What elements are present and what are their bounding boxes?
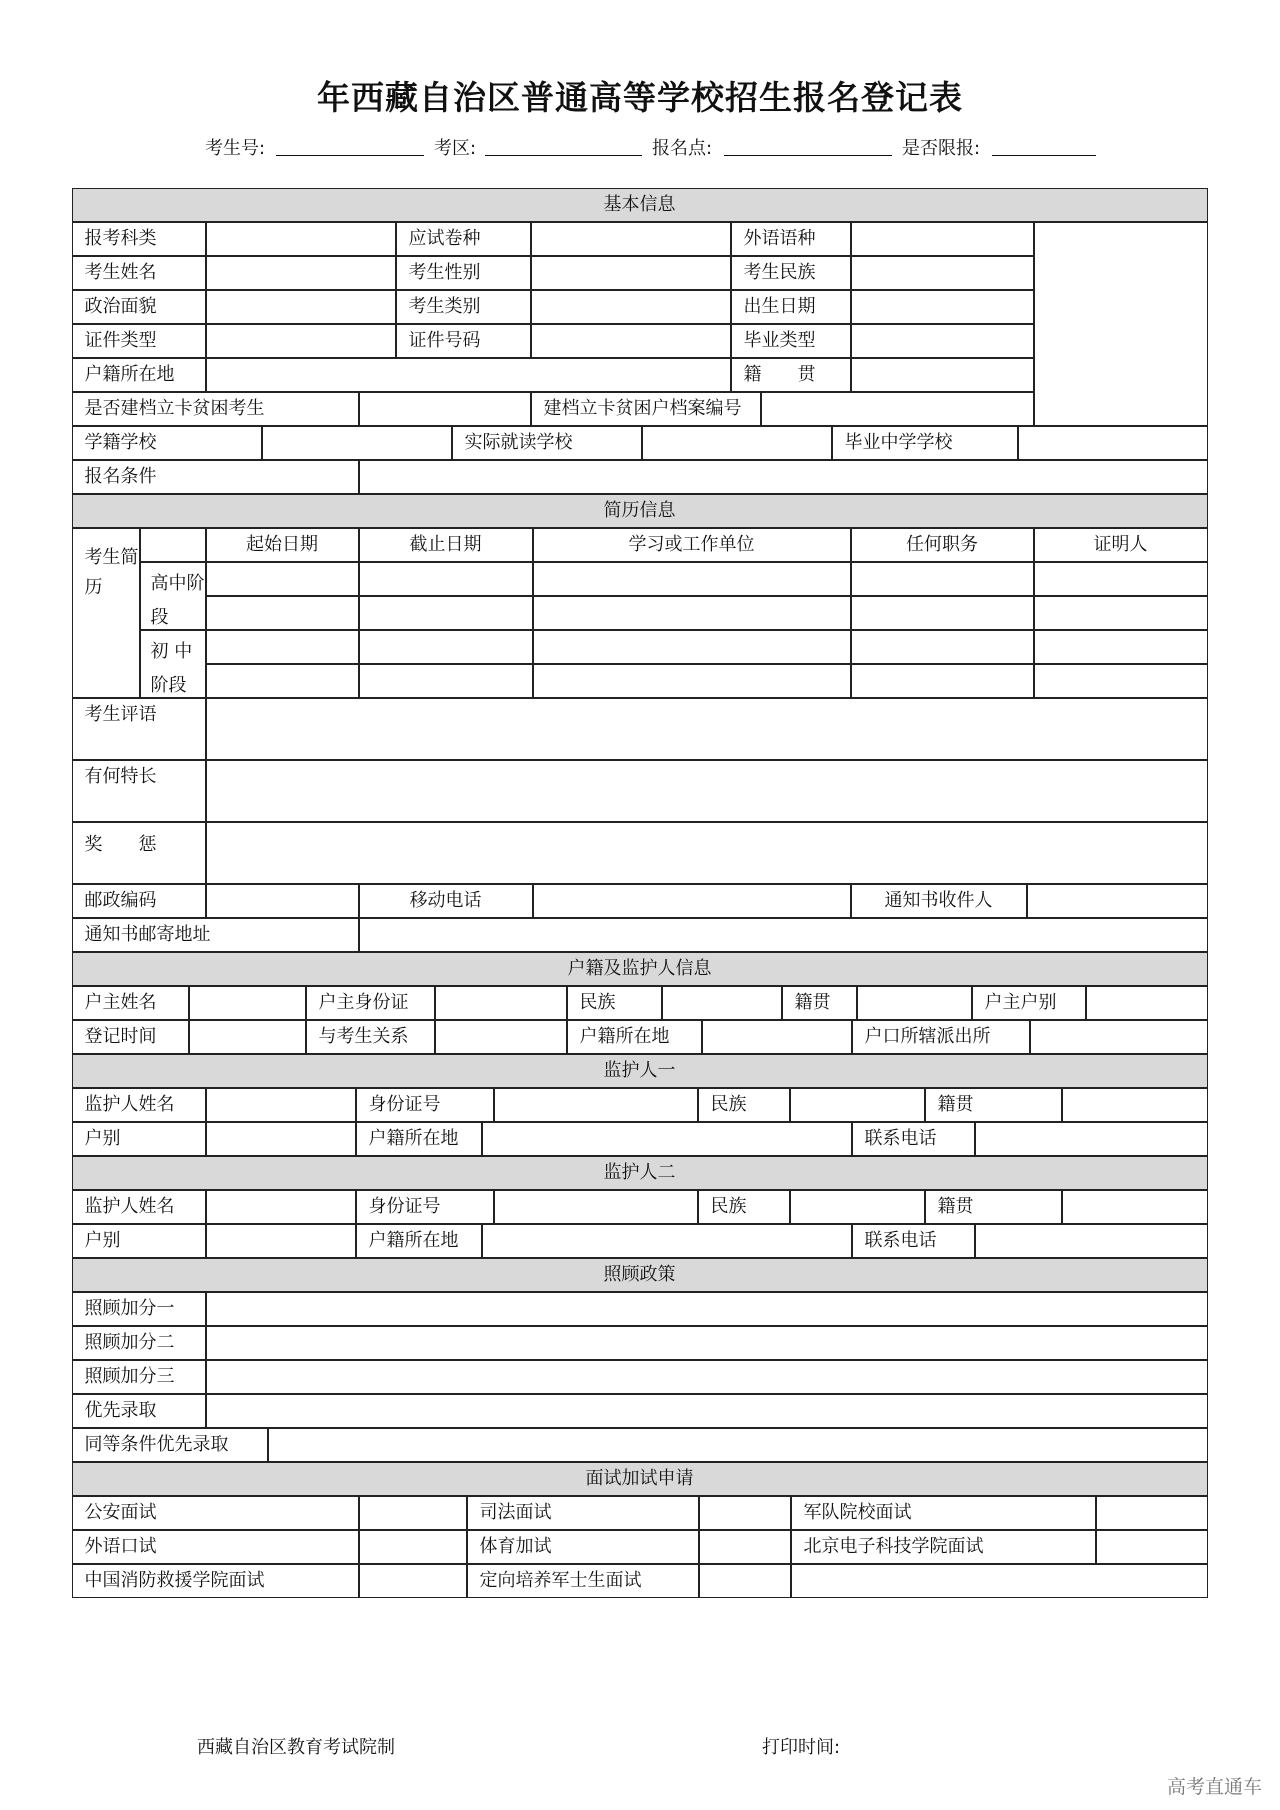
police-label: 户口所辖派出所 [852,1020,1030,1054]
g1-ethnicity-field[interactable] [790,1088,925,1122]
bonus3-field[interactable] [206,1360,1208,1394]
resume-corner [140,528,206,562]
relation-label: 与考生关系 [306,1020,435,1054]
bonus2-field[interactable] [206,1326,1208,1360]
gender-label: 考生性别 [396,256,531,290]
school-actual-label: 实际就读学校 [452,426,642,460]
bonus2-label: 照顾加分二 [72,1326,206,1360]
g2-id-field[interactable] [494,1190,698,1224]
g1-hukou-label: 户籍所在地 [356,1122,482,1156]
postcode-label: 邮政编码 [72,884,206,918]
evaluation-label: 考生评语 [72,698,206,760]
address-field[interactable] [359,918,1208,952]
resume-cell[interactable] [206,596,359,630]
section-basic-header: 基本信息 [72,188,1208,222]
police-field[interactable] [1030,1020,1208,1054]
col-position: 任何职务 [851,528,1034,562]
resume-cell[interactable] [206,630,359,664]
head-id-label: 户主身份证 [306,986,435,1020]
section-household-header: 户籍及监护人信息 [72,952,1208,986]
military-interview-field[interactable] [1096,1496,1208,1530]
relation-field[interactable] [435,1020,567,1054]
equal-priority-field[interactable] [268,1428,1208,1462]
school-grad-label: 毕业中学学校 [832,426,1018,460]
g1-phone-field[interactable] [975,1122,1208,1156]
poverty-field[interactable] [359,392,531,426]
limited-line[interactable] [992,155,1096,156]
registration-form [72,188,1208,1593]
recipient-label: 通知书收件人 [851,884,1027,918]
exam-area-line[interactable] [485,155,642,156]
head-name-field[interactable] [189,986,306,1020]
section-guardian1-header: 监护人一 [72,1054,1208,1088]
category-label: 考生类别 [396,290,531,324]
head-type-label: 户主户别 [972,986,1086,1020]
resume-cell[interactable] [1034,664,1208,698]
sports-exam-label: 体育加试 [467,1530,699,1564]
name-label: 考生姓名 [72,256,206,290]
g2-hukou-label: 户籍所在地 [356,1224,482,1258]
resume-label: 考生简历 [72,528,140,698]
exam-area-label: 考区: [434,138,477,159]
reg-point-label: 报名点: [652,138,713,159]
section-guardian2-header: 监护人二 [72,1156,1208,1190]
g2-native-field[interactable] [1062,1190,1208,1224]
g1-name-field[interactable] [206,1088,356,1122]
resume-cell[interactable] [851,596,1034,630]
bonus1-field[interactable] [206,1292,1208,1326]
resume-cell[interactable] [1034,630,1208,664]
resume-cell[interactable] [206,562,359,596]
g1-ethnicity-label: 民族 [698,1088,790,1122]
resume-cell[interactable] [533,630,851,664]
hh-native-label: 籍贯 [782,986,857,1020]
g2-ethnicity-label: 民族 [698,1190,790,1224]
name-field[interactable] [206,256,396,290]
beijing-interview-label: 北京电子科技学院面试 [791,1530,1096,1564]
politics-label: 政治面貌 [72,290,206,324]
g2-type-field[interactable] [206,1224,356,1258]
paper-type-label: 应试卷种 [396,222,531,256]
grad-type-field[interactable] [851,324,1034,358]
g1-hukou-field[interactable] [482,1122,852,1156]
g2-type-label: 户别 [72,1224,206,1258]
id-type-field[interactable] [206,324,396,358]
g2-id-label: 身份证号 [356,1190,494,1224]
school-actual-field[interactable] [642,426,832,460]
poverty-no-field[interactable] [761,392,1034,426]
high-school-label: 高中阶段 [140,562,206,630]
judicial-interview-label: 司法面试 [467,1496,699,1530]
politics-field[interactable] [206,290,396,324]
fire-interview-label: 中国消防救援学院面试 [72,1564,359,1598]
beijing-interview-field[interactable] [1096,1530,1208,1564]
hh-hukou-label: 户籍所在地 [567,1020,702,1054]
col-start-date: 起始日期 [206,528,359,562]
specialty-field[interactable] [206,760,1208,822]
police-interview-label: 公安面试 [72,1496,359,1530]
g1-id-field[interactable] [494,1088,698,1122]
ethnicity-field[interactable] [851,256,1034,290]
birth-label: 出生日期 [731,290,851,324]
paper-type-field[interactable] [531,222,731,256]
issuer-text: 西藏自治区教育考试院制 [197,1737,395,1758]
exam-no-label: 考生号: [205,138,266,159]
g1-type-label: 户别 [72,1122,206,1156]
birth-field[interactable] [851,290,1034,324]
exam-no-line[interactable] [276,155,424,156]
poverty-no-label: 建档立卡贫困户档案编号 [531,392,761,426]
g2-native-label: 籍贯 [925,1190,1062,1224]
g1-phone-label: 联系电话 [852,1122,975,1156]
resume-cell[interactable] [533,562,851,596]
middle-school-label: 初 中阶段 [140,630,206,698]
id-no-field[interactable] [531,324,731,358]
g2-ethnicity-field[interactable] [790,1190,925,1224]
head-type-field[interactable] [1086,986,1208,1020]
resume-cell[interactable] [359,596,533,630]
school-grad-field[interactable] [1018,426,1208,460]
g2-phone-field[interactable] [975,1224,1208,1258]
reg-time-label: 登记时间 [72,1020,189,1054]
school-reg-label: 学籍学校 [72,426,262,460]
school-reg-field[interactable] [262,426,452,460]
priority-field[interactable] [206,1394,1208,1428]
sergeant-interview-label: 定向培养军士生面试 [467,1564,699,1598]
form-title: 年西藏自治区普通高等学校招生报名登记表 [317,78,963,117]
bonus1-label: 照顾加分一 [72,1292,206,1326]
language-field[interactable] [851,222,1034,256]
header-fields [0,134,1280,164]
hukou-label: 户籍所在地 [72,358,206,392]
resume-cell[interactable] [359,664,533,698]
col-organization: 学习或工作单位 [533,528,851,562]
sergeant-interview-field[interactable] [699,1564,791,1598]
col-witness: 证明人 [1034,528,1208,562]
oral-exam-label: 外语口试 [72,1530,359,1564]
resume-cell[interactable] [206,664,359,698]
priority-label: 优先录取 [72,1394,206,1428]
g1-type-field[interactable] [206,1122,356,1156]
hukou-field[interactable] [206,358,731,392]
grad-type-label: 毕业类型 [731,324,851,358]
equal-priority-label: 同等条件优先录取 [72,1428,268,1462]
recipient-field[interactable] [1027,884,1208,918]
military-interview-label: 军队院校面试 [791,1496,1096,1530]
sports-exam-field[interactable] [699,1530,791,1564]
brand-watermark: 高考直通车 [1166,1776,1262,1798]
poverty-label: 是否建档立卡贫困考生 [72,392,359,426]
interview-blank-cell [791,1564,1208,1598]
head-name-label: 户主姓名 [72,986,189,1020]
conditions-label: 报名条件 [72,460,359,494]
section-interview-header: 面试加试申请 [72,1462,1208,1496]
native-field[interactable] [851,358,1034,392]
section-resume-header: 简历信息 [72,494,1208,528]
resume-cell[interactable] [851,630,1034,664]
resume-cell[interactable] [851,664,1034,698]
address-label: 通知书邮寄地址 [72,918,359,952]
g2-phone-label: 联系电话 [852,1224,975,1258]
mobile-label: 移动电话 [359,884,533,918]
id-type-label: 证件类型 [72,324,206,358]
g1-id-label: 身份证号 [356,1088,494,1122]
hh-ethnicity-label: 民族 [567,986,662,1020]
subject-type-label: 报考科类 [72,222,206,256]
judicial-interview-field[interactable] [699,1496,791,1530]
reg-point-line[interactable] [724,155,892,156]
g2-name-label: 监护人姓名 [72,1190,206,1224]
resume-cell[interactable] [1034,562,1208,596]
head-id-field[interactable] [435,986,567,1020]
resume-cell[interactable] [533,596,851,630]
resume-cell[interactable] [359,630,533,664]
category-field[interactable] [531,290,731,324]
hh-hukou-field[interactable] [702,1020,852,1054]
id-no-label: 证件号码 [396,324,531,358]
g2-name-field[interactable] [206,1190,356,1224]
postcode-field[interactable] [206,884,359,918]
gender-field[interactable] [531,256,731,290]
resume-cell[interactable] [533,664,851,698]
specialty-label: 有何特长 [72,760,206,822]
photo-box[interactable] [1034,222,1208,426]
hh-native-field[interactable] [857,986,972,1020]
mobile-field[interactable] [533,884,851,918]
resume-cell[interactable] [1034,596,1208,630]
resume-cell[interactable] [359,562,533,596]
evaluation-field[interactable] [206,698,1208,760]
subject-type-field[interactable] [206,222,396,256]
conditions-field[interactable] [359,460,1208,494]
hh-ethnicity-field[interactable] [662,986,782,1020]
fire-interview-field[interactable] [359,1564,467,1598]
limited-label: 是否限报: [902,138,981,159]
g1-name-label: 监护人姓名 [72,1088,206,1122]
rewards-label: 奖 惩 [72,822,206,884]
section-care-header: 照顾政策 [72,1258,1208,1292]
oral-exam-field[interactable] [359,1530,467,1564]
bonus3-label: 照顾加分三 [72,1360,206,1394]
language-label: 外语语种 [731,222,851,256]
g1-native-label: 籍贯 [925,1088,1062,1122]
ethnicity-label: 考生民族 [731,256,851,290]
rewards-field[interactable] [206,822,1208,884]
g1-native-field[interactable] [1062,1088,1208,1122]
police-interview-field[interactable] [359,1496,467,1530]
col-end-date: 截止日期 [359,528,533,562]
print-time-label: 打印时间: [762,1737,841,1758]
g2-hukou-field[interactable] [482,1224,852,1258]
resume-cell[interactable] [851,562,1034,596]
reg-time-field[interactable] [189,1020,306,1054]
native-label: 籍 贯 [731,358,851,392]
